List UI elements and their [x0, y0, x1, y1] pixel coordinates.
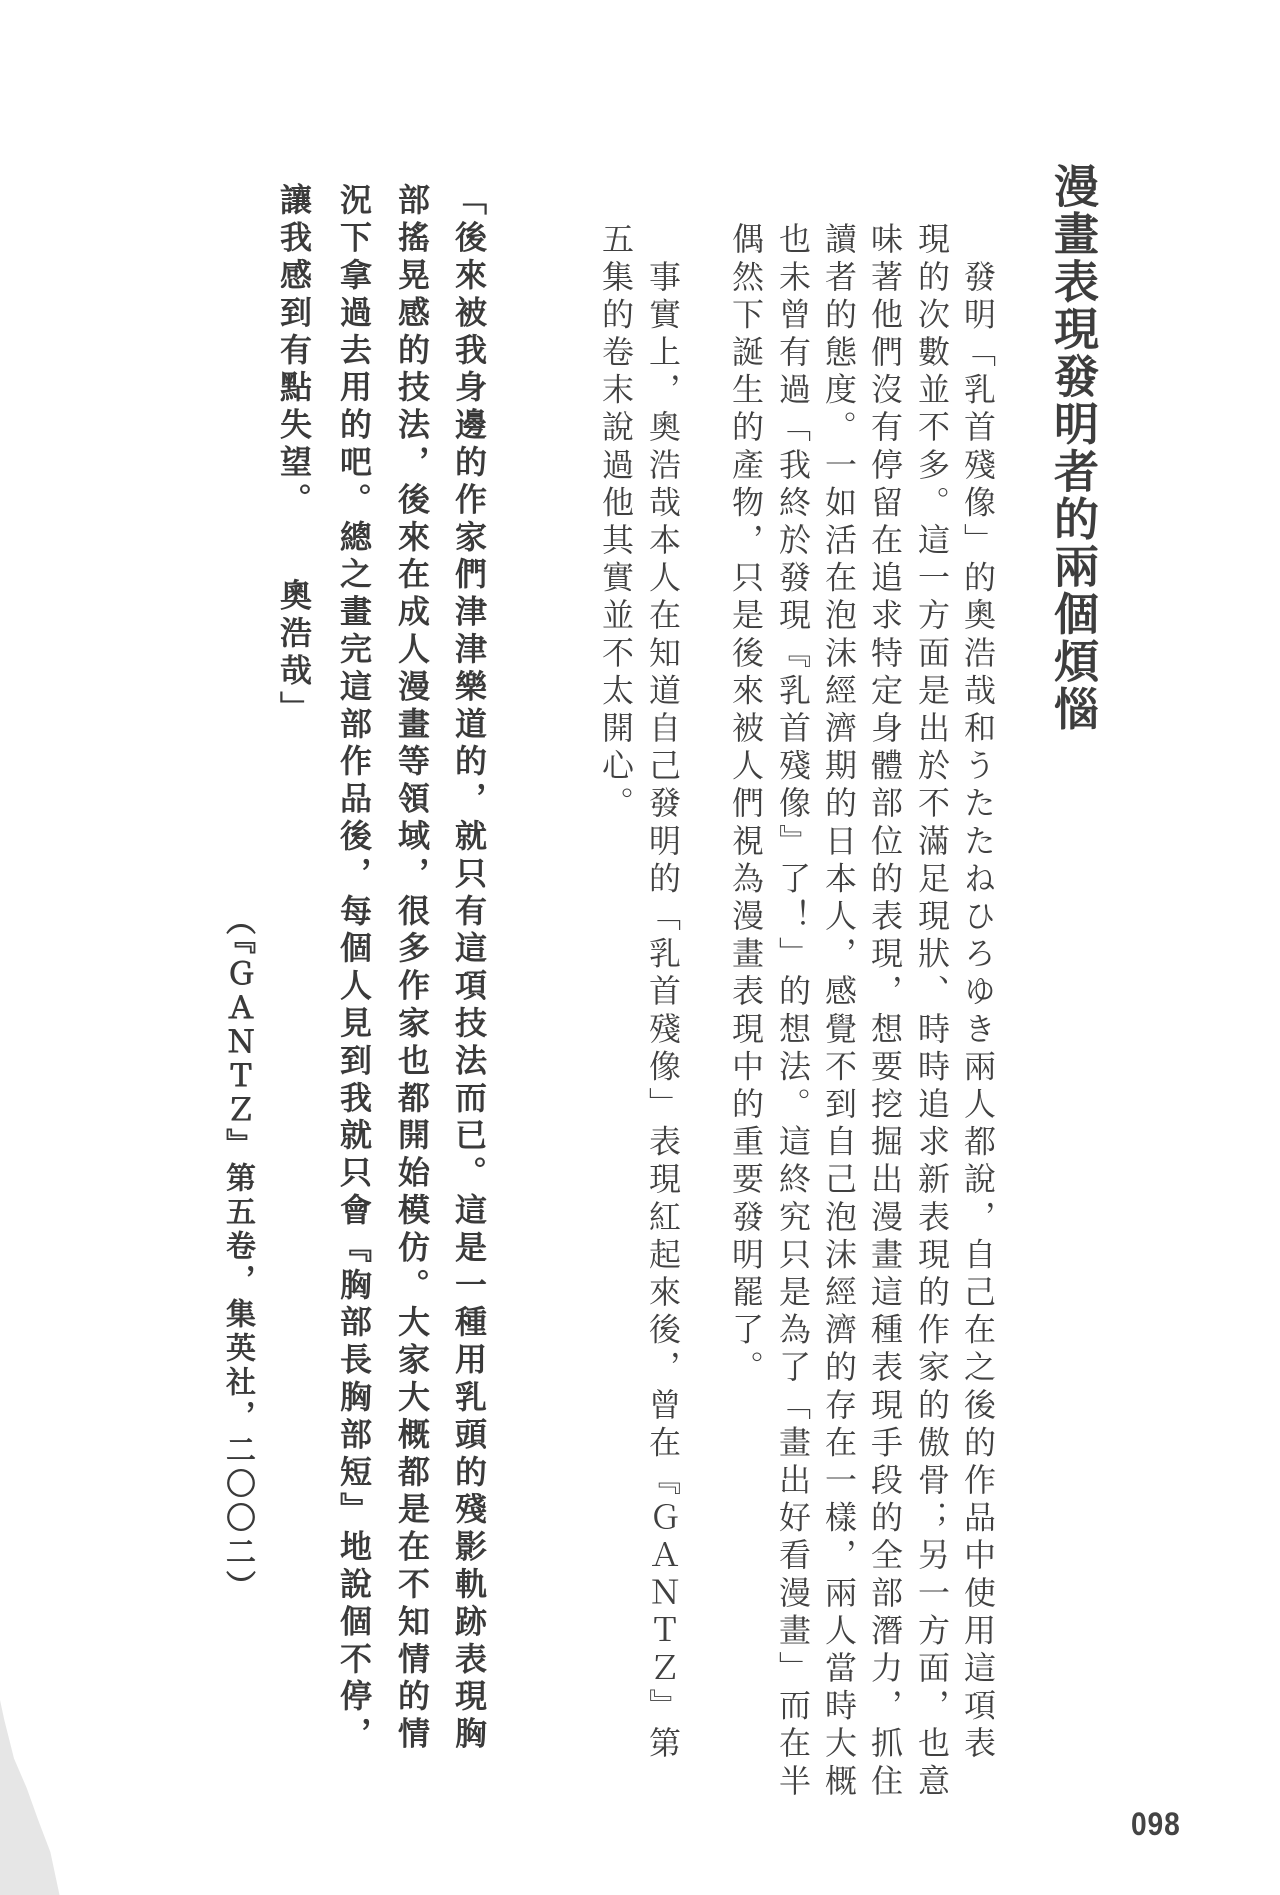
- quote-citation: （『ＧＡＮＴＺ』第五卷，集英社，二〇〇二）: [220, 905, 255, 1604]
- body-line: 現的次數並不多。這一方面是出於不滿足現狀、時時追求新表現的作家的傲骨；另一方面，也意: [913, 222, 951, 1802]
- body-line: 五集的卷末說過他其實並不太開心。: [597, 222, 635, 824]
- body-line: 也未曾有過「我終於發現『乳首殘像』了！」的想法。這終究只是為了「畫出好看漫畫」而在半: [774, 222, 812, 1802]
- section-title: 漫畫表現發明者的兩個煩惱: [1046, 163, 1099, 733]
- body-line: 讀者的態度。一如活在泡沫經濟期的日本人，感覺不到自己泡沫經濟的存在一樣，兩人當時大概: [820, 222, 858, 1802]
- body-line: 發明「乳首殘像」的奧浩哉和うたたねひろゆき兩人都說，自己在之後的作品中使用這項表: [959, 222, 997, 1764]
- body-line: 事實上，奧浩哉本人在知道自己發明的「乳首殘像」表現紅起來後，曾在『ＧＡＮＴＺ』第: [644, 222, 682, 1764]
- torn-page-edge: [0, 1700, 70, 1895]
- quote-line: 況下拿過去用的吧。總之畫完這部作品後，每個人見到我就只會『胸部長胸部短』地說個不停，: [335, 183, 373, 1754]
- quote-line: 讓我感到有點失望。 奧浩哉」: [275, 183, 313, 728]
- quote-line: 部搖晃感的技法，後來在成人漫畫等領域，很多作家也都開始模仿。大家大概都是在不知情的情: [393, 183, 431, 1754]
- quote-line: 「後來被我身邊的作家們津津樂道的，就只有這項技法而已。這是一種用乳頭的殘影軌跡表現胸: [450, 183, 488, 1754]
- page-number: 098: [1131, 1806, 1181, 1842]
- body-line: 味著他們沒有停留在追求特定身體部位的表現，想要挖掘出漫畫這種表現手段的全部潛力，抓住: [866, 222, 904, 1802]
- body-line: 偶然下誕生的產物，只是後來被人們視為漫畫表現中的重要發明罷了。: [727, 222, 765, 1388]
